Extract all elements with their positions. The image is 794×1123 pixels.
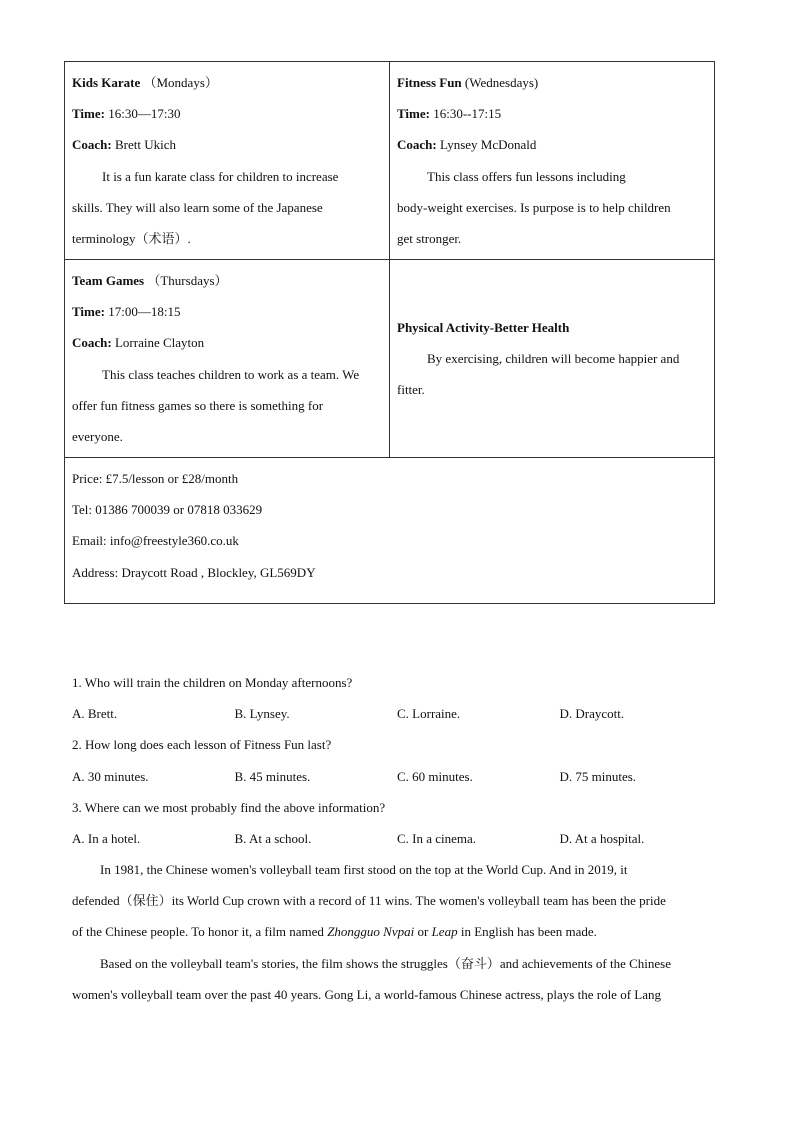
class-day: （Mondays） bbox=[143, 75, 218, 90]
option: C. Lorraine. bbox=[397, 706, 461, 722]
coach-label: Coach: bbox=[397, 137, 437, 153]
question-text: 2. How long does each lesson of Fitness Fun last? bbox=[72, 737, 332, 753]
coach-label: Coach: bbox=[72, 137, 112, 153]
tel-text: Tel: 01386 700039 or 07818 033629 bbox=[72, 502, 263, 518]
passage-line: women's volleyball team over the past 40 years. Gong Li, a world-famous Chinese actress, plays the role of Lang bbox=[72, 986, 661, 1002]
class-description-line: get stronger. bbox=[397, 230, 462, 246]
option: C. In a cinema. bbox=[397, 830, 477, 846]
passage-line: of the Chinese people. To honor it, a film named Zhongguo Nvpai or Leap in English has been made. bbox=[72, 924, 597, 940]
time-label: Time: bbox=[72, 106, 105, 122]
class-time: 16:30--17:15 bbox=[433, 106, 502, 122]
option: D. Draycott. bbox=[559, 706, 625, 722]
class-description-line: body-weight exercises. Is purpose is to help children bbox=[397, 199, 671, 215]
question-text: 3. Where can we most probably find the above information? bbox=[72, 799, 386, 815]
class-time: 16:30—17:30 bbox=[108, 106, 181, 122]
class-schedule-table bbox=[64, 61, 715, 604]
fitness-fun-cell bbox=[390, 62, 715, 260]
class-name: Kids Karate bbox=[72, 75, 141, 90]
option: A. In a hotel. bbox=[72, 830, 141, 846]
class-name: Team Games bbox=[72, 273, 145, 288]
option: B. 45 minutes. bbox=[234, 768, 311, 784]
health-cell bbox=[390, 260, 715, 458]
film-title-english: Leap bbox=[431, 924, 458, 940]
class-description-line: offer fun fitness games so there is something for bbox=[72, 397, 324, 413]
class-description-line: everyone. bbox=[72, 428, 123, 444]
class-name: Fitness Fun bbox=[397, 75, 462, 90]
question-text: 1. Who will train the children on Monday afternoons? bbox=[72, 675, 353, 690]
health-title: Physical Activity-Better Health bbox=[397, 319, 570, 335]
class-day: (Wednesdays) bbox=[464, 75, 539, 90]
price-text: Price: £7.5/lesson or £28/month bbox=[72, 471, 239, 486]
questions-section bbox=[72, 667, 722, 854]
time-label: Time: bbox=[397, 106, 430, 122]
time-label: Time: bbox=[72, 304, 105, 320]
reading-passage bbox=[72, 854, 722, 1010]
option: D. At a hospital. bbox=[559, 830, 645, 846]
option: B. Lynsey. bbox=[234, 706, 290, 722]
health-text-line: fitter. bbox=[397, 382, 425, 398]
passage-line: Based on the volleyball team's stories, the film shows the struggles（奋斗）and achievements of the Chinese bbox=[100, 955, 671, 971]
class-coach: Lorraine Clayton bbox=[114, 335, 205, 351]
option: A. 30 minutes. bbox=[72, 768, 149, 784]
class-description-line: It is a fun karate class for children to increase bbox=[102, 168, 339, 184]
question-options bbox=[72, 698, 722, 729]
class-time: 17:00—18:15 bbox=[108, 304, 181, 320]
class-description-line: This class offers fun lessons including bbox=[427, 168, 626, 184]
passage-line: In 1981, the Chinese women's volleyball team first stood on the top at the World Cup. And in 2019, it bbox=[100, 862, 628, 877]
question-options bbox=[72, 761, 722, 792]
class-description-line: skills. They will also learn some of the Japanese bbox=[72, 199, 323, 215]
coach-label: Coach: bbox=[72, 335, 112, 351]
address-text: Address: Draycott Road , Blockley, GL569DY bbox=[72, 564, 316, 580]
film-title-chinese: Zhongguo Nvpai bbox=[327, 924, 415, 940]
option: D. 75 minutes. bbox=[559, 768, 637, 784]
class-coach: Lynsey McDonald bbox=[439, 137, 537, 153]
team-games-cell bbox=[65, 260, 390, 458]
class-description-line: This class teaches children to work as a team. We bbox=[102, 366, 360, 382]
option: C. 60 minutes. bbox=[397, 768, 473, 784]
health-text-line: By exercising, children will become happier and bbox=[427, 350, 680, 366]
option: B. At a school. bbox=[234, 830, 312, 846]
class-description-line: terminology（术语）. bbox=[72, 230, 191, 246]
contact-info-cell bbox=[65, 458, 715, 604]
kids-karate-cell bbox=[65, 62, 390, 260]
passage-line: defended（保住）its World Cup crown with a record of 11 wins. The women's volleyball team has been the pride bbox=[72, 893, 666, 909]
option: A. Brett. bbox=[72, 706, 118, 722]
class-coach: Brett Ukich bbox=[114, 137, 176, 153]
question-options bbox=[72, 823, 722, 854]
email-text: Email: info@freestyle360.co.uk bbox=[72, 533, 239, 549]
class-day: （Thursdays） bbox=[147, 273, 228, 288]
